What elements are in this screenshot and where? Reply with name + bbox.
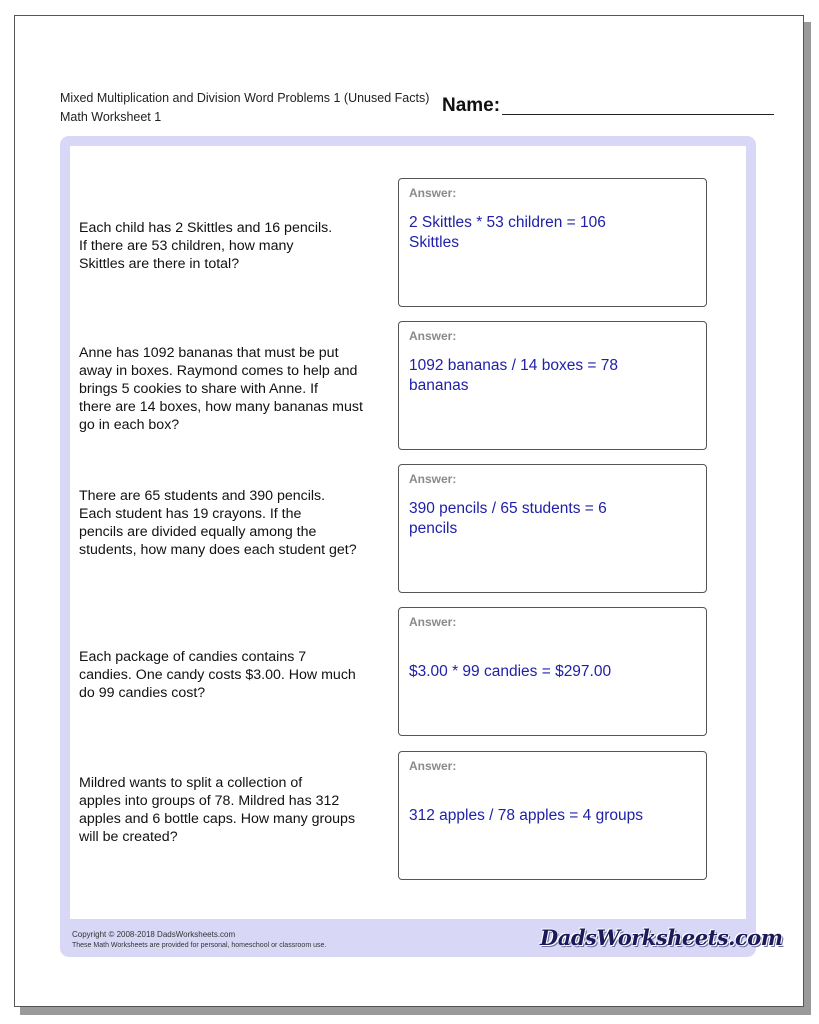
worksheet-subtitle: Math Worksheet 1 [60,110,162,124]
problem-text: Anne has 1092 bananas that must be put away in boxes. Raymond comes to help and brings 5 cookies to share with Anne. If there are 14 boxes, how many bananas must go in each box? [79,345,363,433]
answer-label: Answer: [409,186,457,200]
answer-text: 312 apples / 78 apples = 4 groups [409,807,643,824]
problem-text: Each package of candies contains 7 candies. One candy costs $3.00. How much do 99 candies cost? [79,649,356,701]
answer-label: Answer: [409,329,457,343]
answer-text: $3.00 * 99 candies = $297.00 [409,663,612,680]
answer-box[interactable] [398,178,707,307]
answer-box[interactable] [398,464,707,593]
answer-text: 390 pencils / 65 students = 6 pencils [409,500,607,537]
worksheet-title: Mixed Multiplication and Division Word Problems 1 (Unused Facts) [60,91,430,105]
dadsworksheets-logo: DadsWorksheets.com [540,925,783,950]
name-label: Name: [442,95,501,116]
answer-box[interactable] [398,321,707,450]
answer-text: 2 Skittles * 53 children = 106 Skittles [409,214,606,251]
answer-box[interactable] [398,607,707,736]
answer-box[interactable] [398,751,707,880]
answer-text: 1092 bananas / 14 boxes = 78 bananas [409,357,618,394]
footer-note: These Math Worksheets are provided for personal, homeschool or classroom use. [72,942,327,949]
name-field-line[interactable] [502,114,774,115]
answer-label: Answer: [409,615,457,629]
answer-label: Answer: [409,759,457,773]
footer-copyright: Copyright © 2008-2018 DadsWorksheets.com [72,930,236,939]
problem-text: Each child has 2 Skittles and 16 pencils. If there are 53 children, how many Skittles are there in total? [79,220,333,272]
problem-text: There are 65 students and 390 pencils. Each student has 19 crayons. If the pencils are divided equally among the students, how many does each student get? [79,488,357,558]
answer-label: Answer: [409,472,457,486]
problem-text: Mildred wants to split a collection of apples into groups of 78. Mildred has 312 apples and 6 bottle caps. How many groups will be created? [79,775,356,845]
